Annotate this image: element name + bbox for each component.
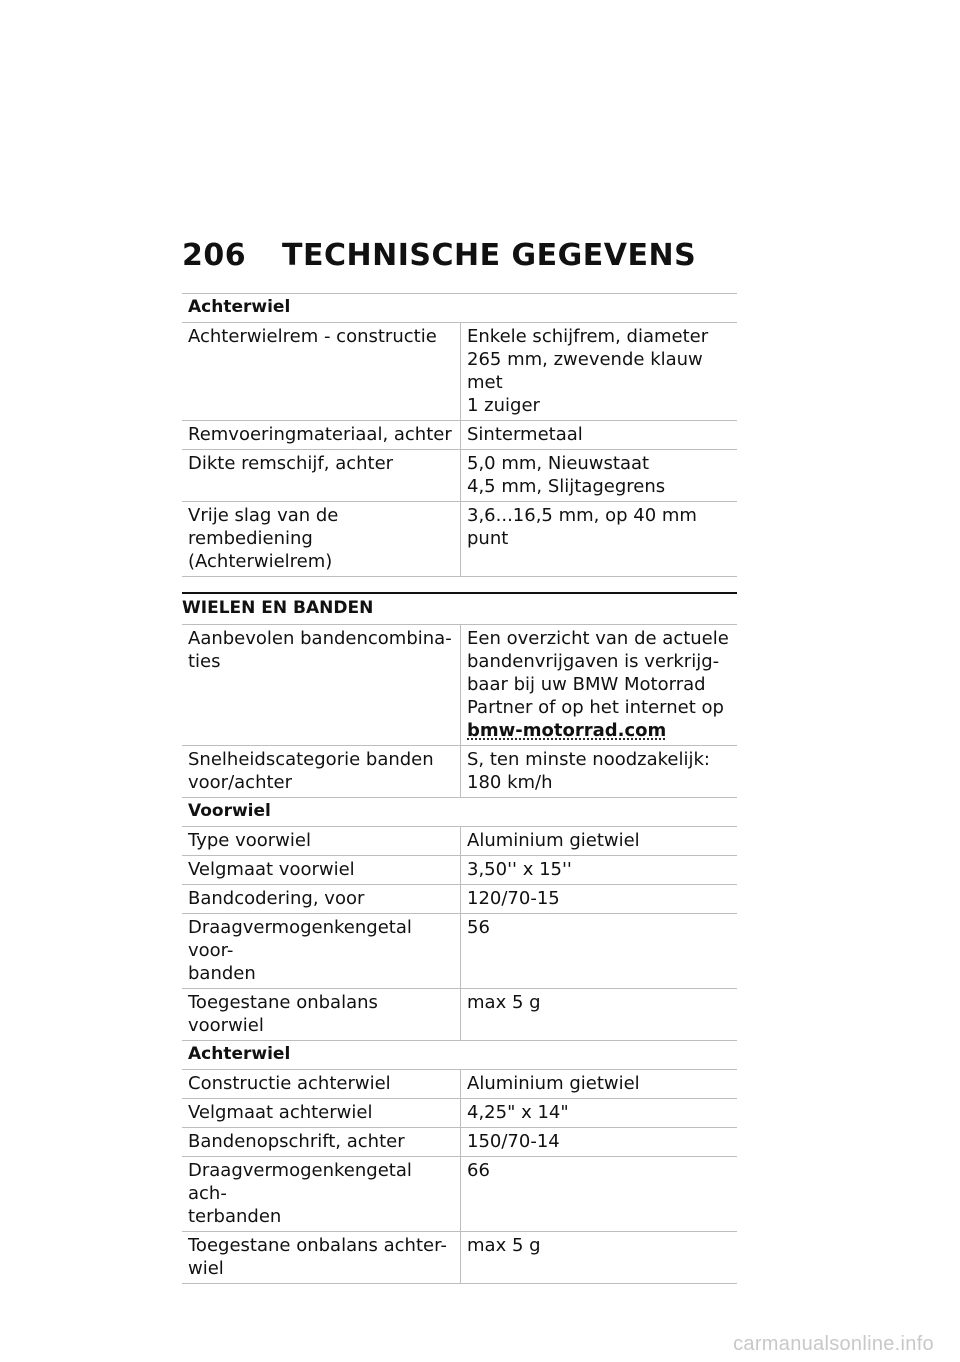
spec-value: 3,50'' x 15'' [461, 856, 738, 885]
page-number: 206 [182, 238, 247, 273]
spec-value: 120/70-15 [461, 885, 738, 914]
spec-label: Dikte remschijf, achter [182, 450, 461, 502]
label-line: Aanbevolen bandencombina- [188, 628, 452, 649]
label-line: banden [188, 963, 256, 984]
spec-value [461, 502, 738, 577]
spec-label [182, 502, 461, 577]
table-row [182, 989, 737, 1041]
spec-label: Bandcodering, voor [182, 885, 461, 914]
value-line: 265 mm, zwevende klauw met [467, 349, 703, 393]
value-line: Partner of op het internet op [467, 697, 724, 718]
spec-value: max 5 g [461, 1232, 738, 1284]
spec-value: 4,25" x 14" [461, 1099, 738, 1128]
table-row [182, 746, 737, 798]
value-line: 3,6...16,5 mm, op 40 mm punt [467, 505, 697, 549]
page-title: TECHNISCHE GEGEVENS [282, 238, 697, 273]
table-row [182, 1232, 737, 1284]
table-row [182, 323, 737, 421]
subsection-title: Achterwiel [182, 294, 737, 323]
page-header [182, 238, 696, 273]
footer-watermark: carmanualsonline.info [733, 1333, 934, 1355]
spec-label: Velgmaat achterwiel [182, 1099, 461, 1128]
spec-value: Aluminium gietwiel [461, 827, 738, 856]
value-line: 5,0 mm, Nieuwstaat [467, 453, 650, 474]
value-line: Sintermetaal [467, 424, 583, 445]
table-row [182, 1099, 737, 1128]
spec-label [182, 625, 461, 746]
table-row [182, 502, 737, 577]
spec-value: 66 [461, 1157, 738, 1232]
value-line: Enkele schijfrem, diameter [467, 326, 709, 347]
spec-value [461, 323, 738, 421]
label-line: voor/achter [188, 772, 293, 793]
table-row [182, 450, 737, 502]
label-line: wiel [188, 1258, 224, 1279]
label-line: Vrije slag van de rembediening [188, 505, 339, 549]
spec-label [182, 1157, 461, 1232]
value-line: bandenvrijgaven is verkrijg- [467, 651, 720, 672]
subsection-title: Achterwiel [182, 1041, 737, 1070]
spec-value [461, 625, 738, 746]
value-line: 4,5 mm, Slijtagegrens [467, 476, 666, 497]
label-line: Draagvermogenkengetal ach- [188, 1160, 412, 1204]
spec-label: Bandenopschrift, achter [182, 1128, 461, 1157]
table-row [182, 625, 737, 746]
section-title: WIELEN EN BANDEN [182, 592, 737, 624]
table-row [182, 1070, 737, 1099]
table-row [182, 421, 737, 450]
label-line: Snelheidscategorie banden [188, 749, 434, 770]
spec-label: Toegestane onbalans voorwiel [182, 989, 461, 1041]
spec-value [461, 746, 738, 798]
label-line: Draagvermogenkengetal voor- [188, 917, 412, 961]
spec-label: Constructie achterwiel [182, 1070, 461, 1099]
spec-value: Aluminium gietwiel [461, 1070, 738, 1099]
spec-value: max 5 g [461, 989, 738, 1041]
label-line: ties [188, 651, 221, 672]
value-line: 180 km/h [467, 772, 553, 793]
label-line: terbanden [188, 1206, 282, 1227]
spec-label: Type voorwiel [182, 827, 461, 856]
website-link[interactable]: bmw-motorrad.com [467, 720, 667, 741]
wheels-table [182, 624, 737, 1284]
subsection-title: Voorwiel [182, 798, 737, 827]
value-line: S, ten minste noodzakelijk: [467, 749, 710, 770]
spec-value [461, 450, 738, 502]
spec-value [461, 421, 738, 450]
spec-label: Velgmaat voorwiel [182, 856, 461, 885]
spec-label [182, 914, 461, 989]
spec-label: Achterwielrem - constructie [182, 323, 461, 421]
table-row [182, 856, 737, 885]
table-row [182, 1157, 737, 1232]
spec-label [182, 1232, 461, 1284]
label-line: Toegestane onbalans achter- [188, 1235, 447, 1256]
value-line: Een overzicht van de actuele [467, 628, 729, 649]
spec-label [182, 746, 461, 798]
table-row [182, 914, 737, 989]
spec-value: 56 [461, 914, 738, 989]
value-line: baar bij uw BMW Motorrad [467, 674, 706, 695]
value-line: 1 zuiger [467, 395, 540, 416]
spec-label: Remvoeringmateriaal, achter [182, 421, 461, 450]
table-row [182, 885, 737, 914]
table-row [182, 827, 737, 856]
rear-brake-table [182, 293, 737, 577]
spec-value: 150/70-14 [461, 1128, 738, 1157]
content [182, 293, 737, 1284]
label-line: (Achterwielrem) [188, 551, 333, 572]
table-row [182, 1128, 737, 1157]
